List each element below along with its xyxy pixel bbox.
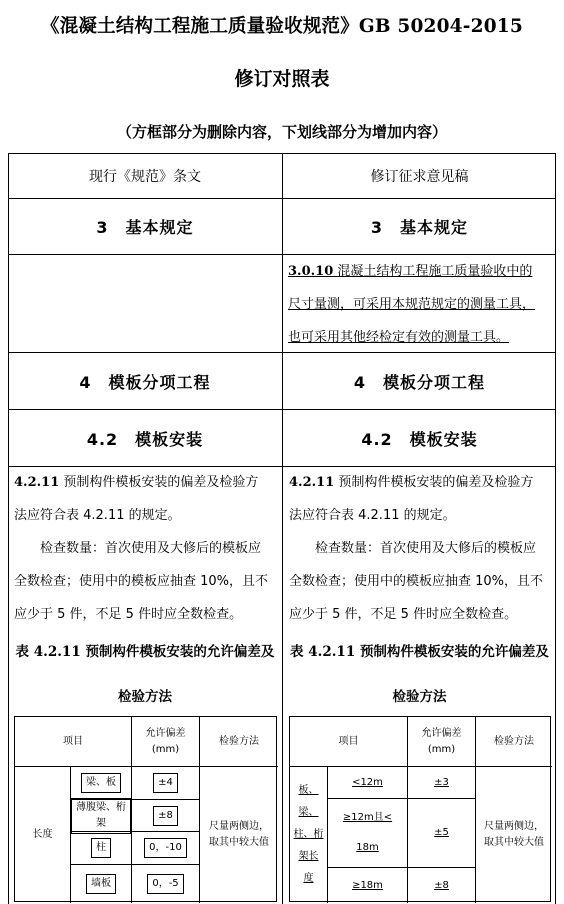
clause-line: 应少于 5 件，不足 5 件时应全数检查。	[289, 607, 518, 622]
section-3-revision: 3 基本规定	[370, 218, 469, 237]
method-line: 取其中较大值	[484, 837, 544, 848]
row-group-length: 长度	[32, 829, 53, 840]
insert-line: 混凝土结构工程施工质量验收中的	[337, 264, 533, 279]
section-4-revision: 4 模板分项工程	[353, 372, 486, 392]
col-header-deviation	[408, 717, 475, 766]
clause-4-2-11-revision	[289, 466, 553, 631]
clause-4-2-11-current	[14, 466, 278, 631]
section-4-2-revision: 4.2 模板安装	[361, 429, 478, 449]
table-caption-current	[8, 640, 282, 660]
item-line: ≥12m且<	[342, 812, 393, 823]
col-header-deviation-unit: (mm)	[151, 743, 180, 755]
clause-number: 4.2.11	[289, 475, 335, 490]
method-line: 尺量两侧边，	[209, 821, 269, 832]
clause-line: 检查数量：首次使用及大修后的模板应	[40, 541, 262, 556]
clause-number: 3.0.10	[288, 264, 334, 279]
deleted-text: 墙板	[86, 874, 116, 894]
tolerance-table-current	[14, 716, 277, 902]
document-title: 《混凝土结构工程施工质量验收规范》GB 50204-2015	[41, 16, 523, 37]
row-group-length	[290, 767, 327, 903]
clause-line: 法应符合表 4.2.11 的规定。	[14, 508, 181, 523]
clause-line: 检查数量：首次使用及大修后的模板应	[315, 541, 537, 556]
group-line: 柱、桁	[293, 829, 324, 840]
group-line: 度	[303, 873, 314, 884]
table-row-item	[328, 799, 407, 867]
table-row-item	[71, 865, 131, 903]
deleted-text: 柱	[91, 838, 111, 858]
col-header-item: 项目	[63, 735, 83, 747]
clause-line: 全数检查；使用中的模板应抽查 10%，且不	[289, 574, 544, 589]
col-header-deviation-label: 允许偏差	[145, 727, 186, 739]
header-revision: 修订征求意见稿	[370, 168, 469, 185]
table-row-deviation: ±5	[434, 827, 449, 838]
table-number: 表 4.2.11	[290, 644, 356, 660]
insert-line: 也可采用其他经检定有效的测量工具。	[288, 330, 510, 345]
table-row-item: <12m	[352, 776, 383, 788]
clause-line: 预制构件模板安装的偏差及检验方	[63, 475, 259, 490]
table-number: 表 4.2.11	[15, 644, 81, 660]
table-row-deviation	[132, 767, 199, 799]
clause-line: 预制构件模板安装的偏差及检验方	[338, 475, 534, 490]
col-header-deviation	[132, 717, 199, 766]
section-3-current: 3 基本规定	[96, 218, 194, 237]
clause-number: 4.2.11	[14, 475, 60, 490]
document-subtitle: 修订对照表	[234, 68, 330, 90]
method-line: 尺量两侧边，	[484, 821, 544, 832]
item-line: 18m	[356, 842, 379, 853]
table-caption-revision-2: 检验方法	[392, 689, 447, 705]
method-line: 取其中较大值	[209, 837, 269, 848]
table-caption-revision	[283, 640, 556, 660]
document-note: （方框部分为删除内容，下划线部分为增加内容）	[116, 123, 447, 141]
deleted-text: ±8	[153, 806, 178, 826]
table-row-deviation	[132, 865, 199, 903]
method-cell	[200, 767, 278, 903]
col-header-deviation-label: 允许偏差	[421, 727, 462, 739]
clause-line: 应少于 5 件，不足 5 件时应全数检查。	[14, 607, 243, 622]
deleted-text: 0，-10	[144, 838, 187, 858]
table-row-item: ≥18m	[352, 879, 383, 891]
deleted-text: ±4	[153, 773, 178, 793]
col-header-method: 检验方法	[494, 735, 534, 747]
col-header-method: 检验方法	[219, 735, 259, 747]
group-line: 板、	[298, 785, 319, 796]
clause-line: 法应符合表 4.2.11 的规定。	[289, 508, 456, 523]
col-header-item: 项目	[338, 735, 359, 747]
insert-clause-3-0-10	[288, 255, 554, 354]
section-4-2-current: 4.2 模板安装	[86, 429, 204, 449]
clause-line: 全数检查；使用中的模板应抽查 10%，且不	[14, 574, 269, 589]
table-caption-current-2: 检验方法	[118, 689, 172, 705]
table-row-deviation: ±8	[434, 879, 449, 891]
deleted-text: 薄腹梁、桁架	[71, 798, 131, 834]
table-row-item	[71, 800, 131, 831]
tolerance-table-revision	[289, 716, 551, 902]
table-row-item	[71, 832, 131, 864]
table-row-deviation	[132, 832, 199, 864]
column-divider	[282, 153, 283, 904]
group-line: 梁、	[298, 807, 319, 818]
deleted-text: 梁、板	[81, 773, 121, 793]
deleted-text: 0，-5	[147, 874, 183, 894]
header-current: 现行《规范》条文	[89, 168, 201, 185]
section-4-current: 4 模板分项工程	[79, 372, 211, 392]
table-caption-text: 预制构件模板安装的允许偏差及	[359, 644, 549, 660]
col-header-deviation-unit: (mm)	[427, 743, 456, 755]
group-line: 架长	[298, 851, 319, 862]
insert-line: 尺寸量测，可采用本规范规定的测量工具，	[288, 297, 536, 312]
table-caption-text: 预制构件模板安装的允许偏差及	[85, 644, 275, 660]
table-row-deviation	[132, 800, 199, 831]
table-row-item	[71, 767, 131, 799]
table-row-deviation: ±3	[434, 776, 449, 788]
method-cell	[476, 767, 552, 903]
